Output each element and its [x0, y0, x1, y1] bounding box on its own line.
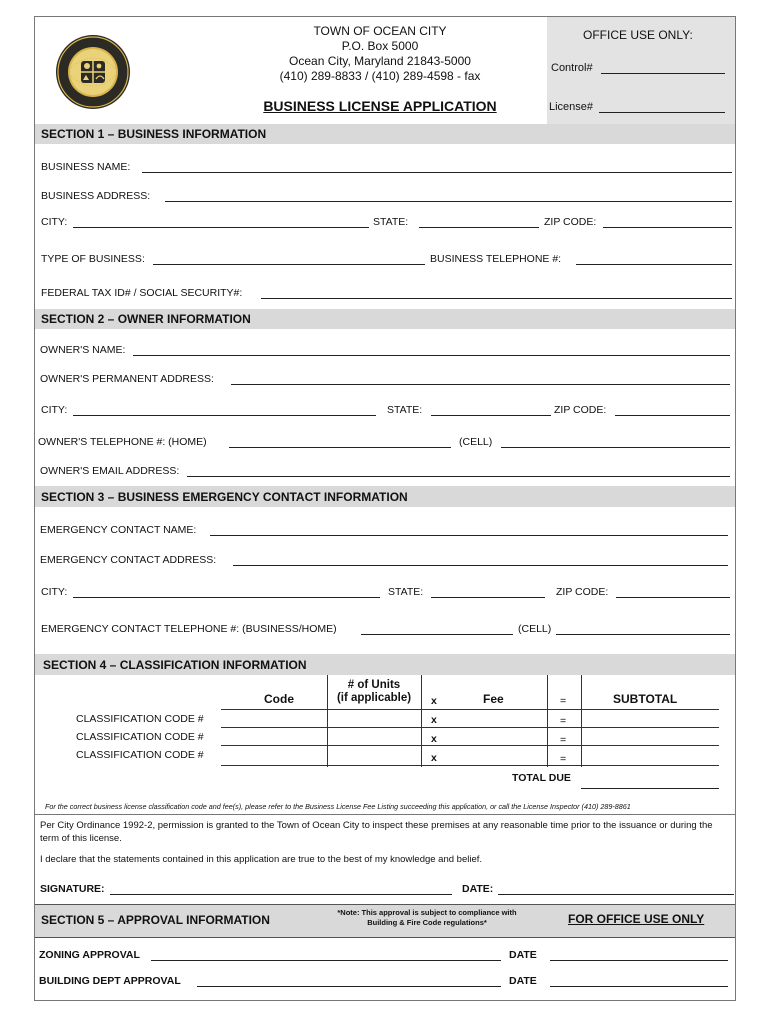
approval-note-line2: Building & Fire Code regulations*	[367, 918, 487, 927]
row-x: x	[431, 714, 437, 726]
col-fee-header: Fee	[483, 692, 504, 706]
total-due-field[interactable]	[581, 788, 719, 789]
owner-email-label: OWNER'S EMAIL ADDRESS:	[40, 465, 180, 477]
business-state-label: STATE:	[373, 216, 409, 228]
col-subtotal-header: SUBTOTAL	[613, 692, 678, 706]
form-title: BUSINESS LICENSE APPLICATION	[263, 98, 497, 114]
owner-state-label: STATE:	[387, 404, 423, 416]
business-name-field[interactable]	[142, 172, 732, 173]
business-zip-field[interactable]	[603, 227, 732, 228]
office-use-title: OFFICE USE ONLY:	[583, 28, 693, 42]
tax-id-field[interactable]	[261, 298, 732, 299]
emergency-zip-label: ZIP CODE:	[556, 586, 609, 598]
emergency-address-field[interactable]	[233, 565, 728, 566]
business-type-label: TYPE OF BUSINESS:	[41, 253, 145, 265]
application-form	[34, 16, 736, 1001]
signature-date-label: DATE:	[462, 883, 494, 895]
signature-field[interactable]	[110, 894, 452, 895]
emergency-phone-field[interactable]	[361, 634, 513, 635]
code-input-1[interactable]	[223, 711, 325, 726]
building-approval-field[interactable]	[197, 986, 501, 987]
col-x-header: x	[431, 695, 437, 707]
city-state: Ocean City, Maryland 21843-5000	[289, 54, 471, 68]
owner-cell-field[interactable]	[501, 447, 730, 448]
control-field[interactable]	[601, 73, 725, 74]
owner-zip-label: ZIP CODE:	[554, 404, 607, 416]
control-label: Control#	[551, 62, 593, 74]
owner-cell-label: (CELL)	[459, 436, 493, 448]
emergency-address-label: EMERGENCY CONTACT ADDRESS:	[40, 554, 217, 566]
code-input-2[interactable]	[223, 729, 325, 744]
business-city-field[interactable]	[73, 227, 369, 228]
emergency-zip-field[interactable]	[616, 597, 730, 598]
classification-row-label: CLASSIFICATION CODE #	[76, 749, 204, 761]
section-3-header	[35, 486, 735, 507]
business-city-label: CITY:	[41, 216, 68, 228]
section-4-header	[35, 654, 735, 675]
declaration-text: I declare that the statements contained in this application are true to the best of my knowledge and belief.	[40, 854, 483, 865]
building-date-field[interactable]	[550, 986, 728, 987]
owner-city-label: CITY:	[41, 404, 68, 416]
business-address-field[interactable]	[165, 201, 732, 202]
section-2-header	[35, 309, 735, 329]
emergency-city-label: CITY:	[41, 586, 68, 598]
phone-fax: (410) 289-8833 / (410) 289-4598 - fax	[279, 69, 481, 83]
building-approval-label: BUILDING DEPT APPROVAL	[39, 975, 181, 987]
owner-email-field[interactable]	[187, 476, 730, 477]
owner-city-field[interactable]	[73, 415, 376, 416]
zoning-date-field[interactable]	[550, 960, 728, 961]
classification-row-label: CLASSIFICATION CODE #	[76, 731, 204, 743]
business-zip-label: ZIP CODE:	[544, 216, 597, 228]
code-input-3[interactable]	[223, 747, 325, 764]
total-due-label: TOTAL DUE	[512, 772, 571, 784]
emergency-cell-label: (CELL)	[518, 623, 552, 635]
col-code-header: Code	[264, 692, 294, 706]
emergency-cell-field[interactable]	[556, 634, 730, 635]
emergency-state-label: STATE:	[388, 586, 424, 598]
section-3-title: SECTION 3 – BUSINESS EMERGENCY CONTACT INFORMATION	[41, 490, 408, 504]
col-units-header: # of Units	[347, 679, 401, 691]
building-date-label: DATE	[509, 975, 537, 987]
town-name: TOWN OF OCEAN CITY	[313, 24, 447, 38]
signature-label: SIGNATURE:	[40, 883, 105, 895]
business-type-field[interactable]	[153, 264, 425, 265]
owner-address-field[interactable]	[231, 384, 730, 385]
owner-home-phone-field[interactable]	[229, 447, 451, 448]
row-eq: =	[560, 753, 567, 765]
town-seal-logo	[55, 34, 131, 110]
classification-table	[35, 675, 735, 797]
section-1-header	[35, 124, 735, 144]
col-units-sub: (if applicable)	[336, 692, 412, 704]
row-x: x	[431, 752, 437, 764]
business-name-label: BUSINESS NAME:	[41, 161, 131, 173]
section-5-title: SECTION 5 – APPROVAL INFORMATION	[41, 913, 270, 927]
owner-name-field[interactable]	[133, 355, 730, 356]
zoning-date-label: DATE	[509, 949, 537, 961]
section-2-title: SECTION 2 – OWNER INFORMATION	[41, 312, 251, 326]
owner-name-label: OWNER'S NAME:	[40, 344, 126, 356]
emergency-phone-label: EMERGENCY CONTACT TELEPHONE #: (BUSINESS/HOME)	[41, 623, 337, 635]
license-label: License#	[549, 101, 594, 113]
emergency-name-field[interactable]	[210, 535, 728, 536]
ordinance-text: Per City Ordinance 1992-2, permission is granted to the Town of Ocean City to inspect these premises at any reasonable time prior to the issuance or during the term of this license.	[40, 820, 713, 844]
office-use-box	[547, 17, 735, 124]
zoning-approval-field[interactable]	[151, 960, 501, 961]
business-state-field[interactable]	[419, 227, 539, 228]
zoning-approval-label: ZONING APPROVAL	[39, 949, 140, 961]
emergency-city-field[interactable]	[73, 597, 380, 598]
office-only-label: FOR OFFICE USE ONLY	[568, 912, 705, 926]
owner-address-label: OWNER'S PERMANENT ADDRESS:	[40, 373, 214, 385]
section-5-header	[35, 904, 735, 938]
emergency-name-label: EMERGENCY CONTACT NAME:	[40, 524, 197, 536]
owner-zip-field[interactable]	[615, 415, 730, 416]
emergency-state-field[interactable]	[431, 597, 545, 598]
row-eq: =	[560, 715, 567, 727]
business-phone-field[interactable]	[576, 264, 732, 265]
business-address-label: BUSINESS ADDRESS:	[41, 190, 151, 202]
license-field[interactable]	[599, 112, 725, 113]
classification-row-label: CLASSIFICATION CODE #	[76, 713, 204, 725]
fee-listing-note: For the correct business license classification code and fee(s), please refer to the Business License Fee Listing succeeding this application, or call the License Inspector (410) 289-8861	[45, 802, 631, 811]
owner-state-field[interactable]	[431, 415, 551, 416]
tax-id-label: FEDERAL TAX ID# / SOCIAL SECURITY#:	[41, 287, 243, 299]
row-eq: =	[560, 734, 567, 746]
owner-home-phone-label: OWNER'S TELEPHONE #: (HOME)	[38, 436, 207, 448]
po-box: P.O. Box 5000	[341, 39, 419, 53]
section-4-title: SECTION 4 – CLASSIFICATION INFORMATION	[43, 658, 307, 672]
section-1-title: SECTION 1 – BUSINESS INFORMATION	[41, 127, 267, 141]
approval-note-line1: *Note: This approval is subject to compliance with	[337, 908, 517, 917]
row-x: x	[431, 733, 437, 745]
business-phone-label: BUSINESS TELEPHONE #:	[430, 253, 562, 265]
col-eq-header: =	[560, 695, 567, 707]
signature-date-field[interactable]	[498, 894, 734, 895]
